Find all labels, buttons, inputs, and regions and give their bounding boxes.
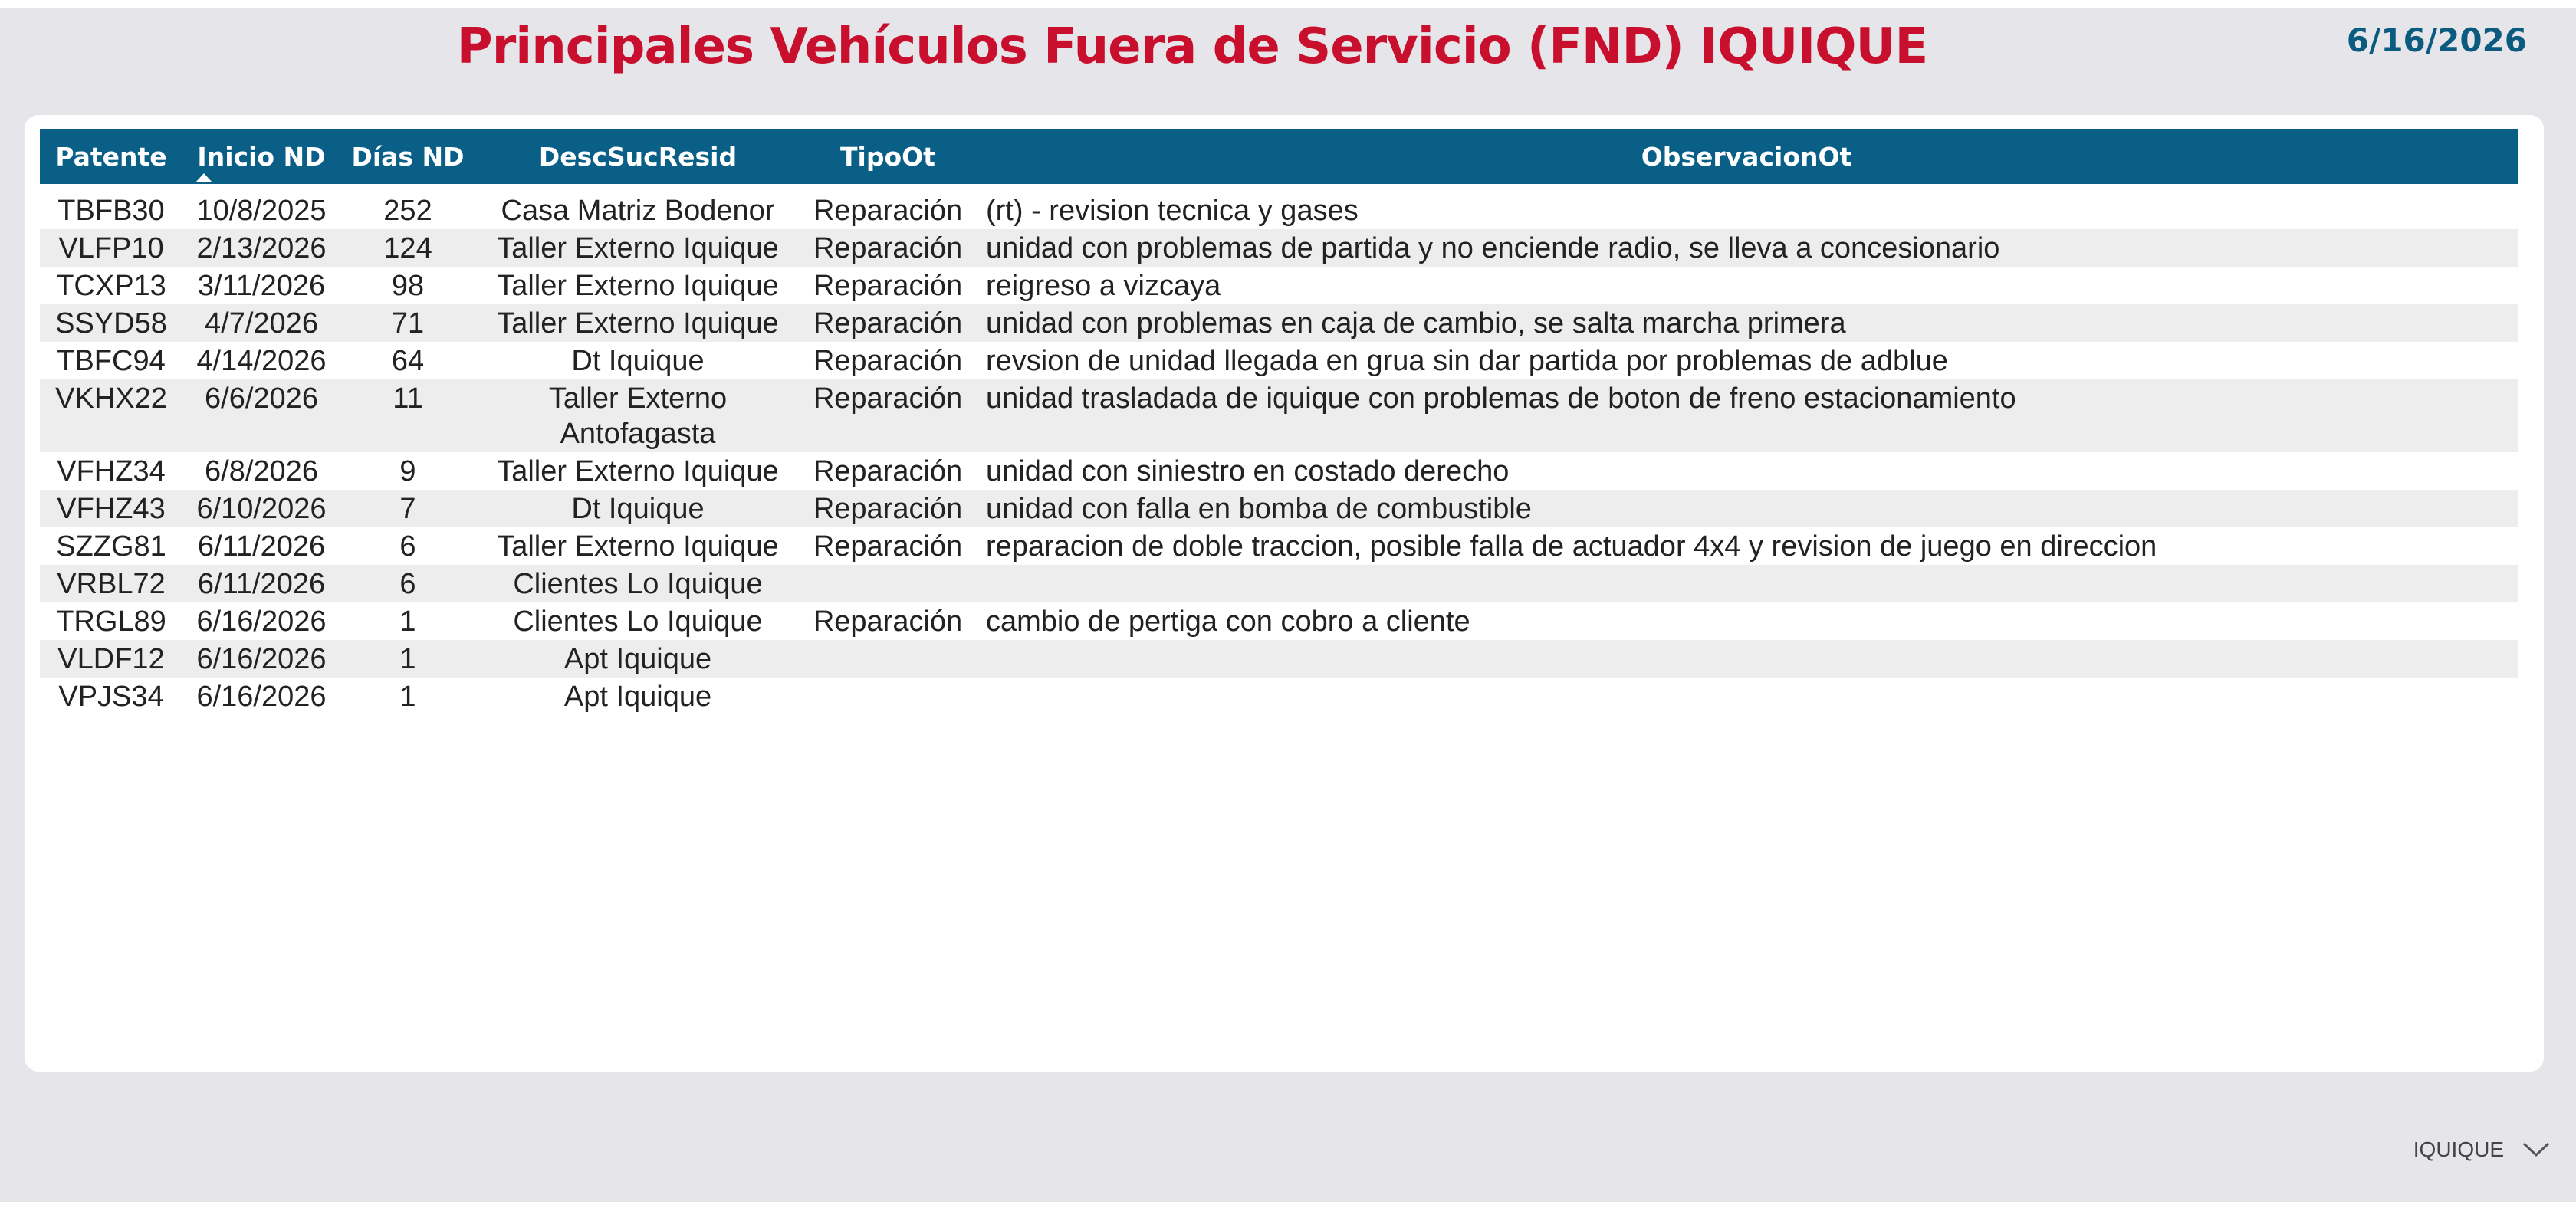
column-header-label: Patente [55, 141, 167, 172]
cell-patente: TBFC94 [40, 342, 182, 379]
cell-descsucresid: Clientes Lo Iquique [475, 565, 800, 602]
cell-inicio-nd: 6/16/2026 [182, 602, 340, 640]
cell-dias-nd: 124 [340, 229, 475, 267]
cell-patente: SSYD58 [40, 304, 182, 342]
cell-inicio-nd: 10/8/2025 [182, 192, 340, 229]
cell-inicio-nd: 6/11/2026 [182, 565, 340, 602]
column-header-label: TipoOt [840, 141, 935, 172]
table-row[interactable] [40, 490, 2518, 527]
cell-observacionot: cambio de pertiga con cobro a cliente [975, 602, 2518, 640]
cell-patente: VFHZ43 [40, 490, 182, 527]
column-header-label: Inicio ND [197, 141, 326, 172]
cell-descsucresid: Taller Externo Iquique [475, 452, 800, 490]
cell-tipoot: Reparación [800, 267, 975, 304]
cell-descsucresid: Taller Externo Iquique [475, 304, 800, 342]
cell-inicio-nd: 6/8/2026 [182, 452, 340, 490]
cell-observacionot: unidad trasladada de iquique con problemas de boton de freno estacionamiento [975, 379, 2518, 452]
cell-observacionot: revsion de unidad llegada en grua sin dar partida por problemas de adblue [975, 342, 2518, 379]
cell-dias-nd: 1 [340, 602, 475, 640]
cell-tipoot: Reparación [800, 602, 975, 640]
cell-inicio-nd: 4/7/2026 [182, 304, 340, 342]
cell-dias-nd: 71 [340, 304, 475, 342]
cell-patente: VPJS34 [40, 678, 182, 715]
page-title: Principales Vehículos Fuera de Servicio (FND) IQUIQUE [456, 18, 1928, 75]
cell-tipoot: Reparación [800, 490, 975, 527]
vehicles-table [40, 129, 2518, 715]
sort-ascending-icon [196, 173, 212, 182]
table-row[interactable] [40, 678, 2518, 715]
cell-tipoot [800, 640, 975, 678]
cell-observacionot: unidad con problemas de partida y no enciende radio, se lleva a concesionario [975, 229, 2518, 267]
cell-inicio-nd: 4/14/2026 [182, 342, 340, 379]
cell-tipoot [800, 678, 975, 715]
cell-tipoot: Reparación [800, 342, 975, 379]
column-header-label: Días ND [351, 141, 465, 172]
table-header-row [40, 129, 2518, 184]
filter-selected-value: IQUIQUE [2413, 1137, 2504, 1161]
table-card [25, 115, 2544, 1072]
cell-dias-nd: 11 [340, 379, 475, 452]
cell-patente: VKHX22 [40, 379, 182, 452]
cell-observacionot: unidad con siniestro en costado derecho [975, 452, 2518, 490]
cell-observacionot [975, 565, 2518, 602]
table-row[interactable] [40, 229, 2518, 267]
column-header-patente[interactable] [40, 129, 182, 184]
cell-descsucresid: Casa Matriz Bodenor [475, 192, 800, 229]
cell-descsucresid: Apt Iquique [475, 678, 800, 715]
header-spacer [40, 184, 2518, 192]
cell-descsucresid: Dt Iquique [475, 342, 800, 379]
cell-dias-nd: 6 [340, 565, 475, 602]
table-row[interactable] [40, 452, 2518, 490]
cell-tipoot: Reparación [800, 192, 975, 229]
cell-descsucresid: Taller Externo Iquique [475, 267, 800, 304]
cell-patente: VLDF12 [40, 640, 182, 678]
cell-tipoot: Reparación [800, 452, 975, 490]
table-row[interactable] [40, 267, 2518, 304]
cell-tipoot: Reparación [800, 527, 975, 565]
cell-inicio-nd: 3/11/2026 [182, 267, 340, 304]
cell-observacionot: (rt) - revision tecnica y gases [975, 192, 2518, 229]
cell-dias-nd: 7 [340, 490, 475, 527]
cell-patente: VRBL72 [40, 565, 182, 602]
cell-dias-nd: 1 [340, 640, 475, 678]
report-date: 6/16/2026 [2346, 21, 2527, 59]
column-header-observacionot[interactable] [975, 129, 2518, 184]
cell-descsucresid: Apt Iquique [475, 640, 800, 678]
cell-dias-nd: 6 [340, 527, 475, 565]
column-header-label: DescSucResid [538, 141, 738, 172]
cell-patente: TBFB30 [40, 192, 182, 229]
cell-tipoot [800, 565, 975, 602]
cell-inicio-nd: 2/13/2026 [182, 229, 340, 267]
cell-inicio-nd: 6/11/2026 [182, 527, 340, 565]
cell-descsucresid: Taller Externo Antofagasta [475, 379, 800, 452]
column-header-tipoot[interactable] [800, 129, 975, 184]
cell-patente: TRGL89 [40, 602, 182, 640]
cell-descsucresid: Taller Externo Iquique [475, 527, 800, 565]
cell-patente: VFHZ34 [40, 452, 182, 490]
table-row[interactable] [40, 602, 2518, 640]
column-header-dias-nd[interactable] [340, 129, 475, 184]
table-row[interactable] [40, 640, 2518, 678]
cell-dias-nd: 64 [340, 342, 475, 379]
location-filter-dropdown[interactable] [2413, 1137, 2551, 1162]
cell-tipoot: Reparación [800, 229, 975, 267]
cell-observacionot: unidad con falla en bomba de combustible [975, 490, 2518, 527]
cell-observacionot [975, 678, 2518, 715]
column-header-inicio-nd[interactable] [182, 129, 340, 184]
cell-observacionot [975, 640, 2518, 678]
cell-patente: SZZG81 [40, 527, 182, 565]
cell-inicio-nd: 6/10/2026 [182, 490, 340, 527]
table-row[interactable] [40, 527, 2518, 565]
cell-observacionot: reigreso a vizcaya [975, 267, 2518, 304]
cell-tipoot: Reparación [800, 304, 975, 342]
table-row[interactable] [40, 565, 2518, 602]
cell-descsucresid: Dt Iquique [475, 490, 800, 527]
cell-dias-nd: 98 [340, 267, 475, 304]
cell-tipoot: Reparación [800, 379, 975, 452]
report-canvas [0, 8, 2576, 1202]
column-header-descsucresid[interactable] [475, 129, 800, 184]
cell-observacionot: unidad con problemas en caja de cambio, se salta marcha primera [975, 304, 2518, 342]
cell-descsucresid: Clientes Lo Iquique [475, 602, 800, 640]
cell-dias-nd: 252 [340, 192, 475, 229]
cell-descsucresid: Taller Externo Iquique [475, 229, 800, 267]
cell-dias-nd: 9 [340, 452, 475, 490]
chevron-down-icon [2521, 1140, 2551, 1159]
table-row[interactable] [40, 192, 2518, 229]
cell-observacionot: reparacion de doble traccion, posible falla de actuador 4x4 y revision de juego en direccion [975, 527, 2518, 565]
cell-patente: TCXP13 [40, 267, 182, 304]
cell-patente: VLFP10 [40, 229, 182, 267]
cell-inicio-nd: 6/16/2026 [182, 640, 340, 678]
column-header-label: ObservacionOt [1641, 141, 1852, 172]
cell-inicio-nd: 6/16/2026 [182, 678, 340, 715]
table-row[interactable] [40, 342, 2518, 379]
table-row[interactable] [40, 304, 2518, 342]
table-row[interactable] [40, 379, 2518, 452]
cell-inicio-nd: 6/6/2026 [182, 379, 340, 452]
cell-dias-nd: 1 [340, 678, 475, 715]
